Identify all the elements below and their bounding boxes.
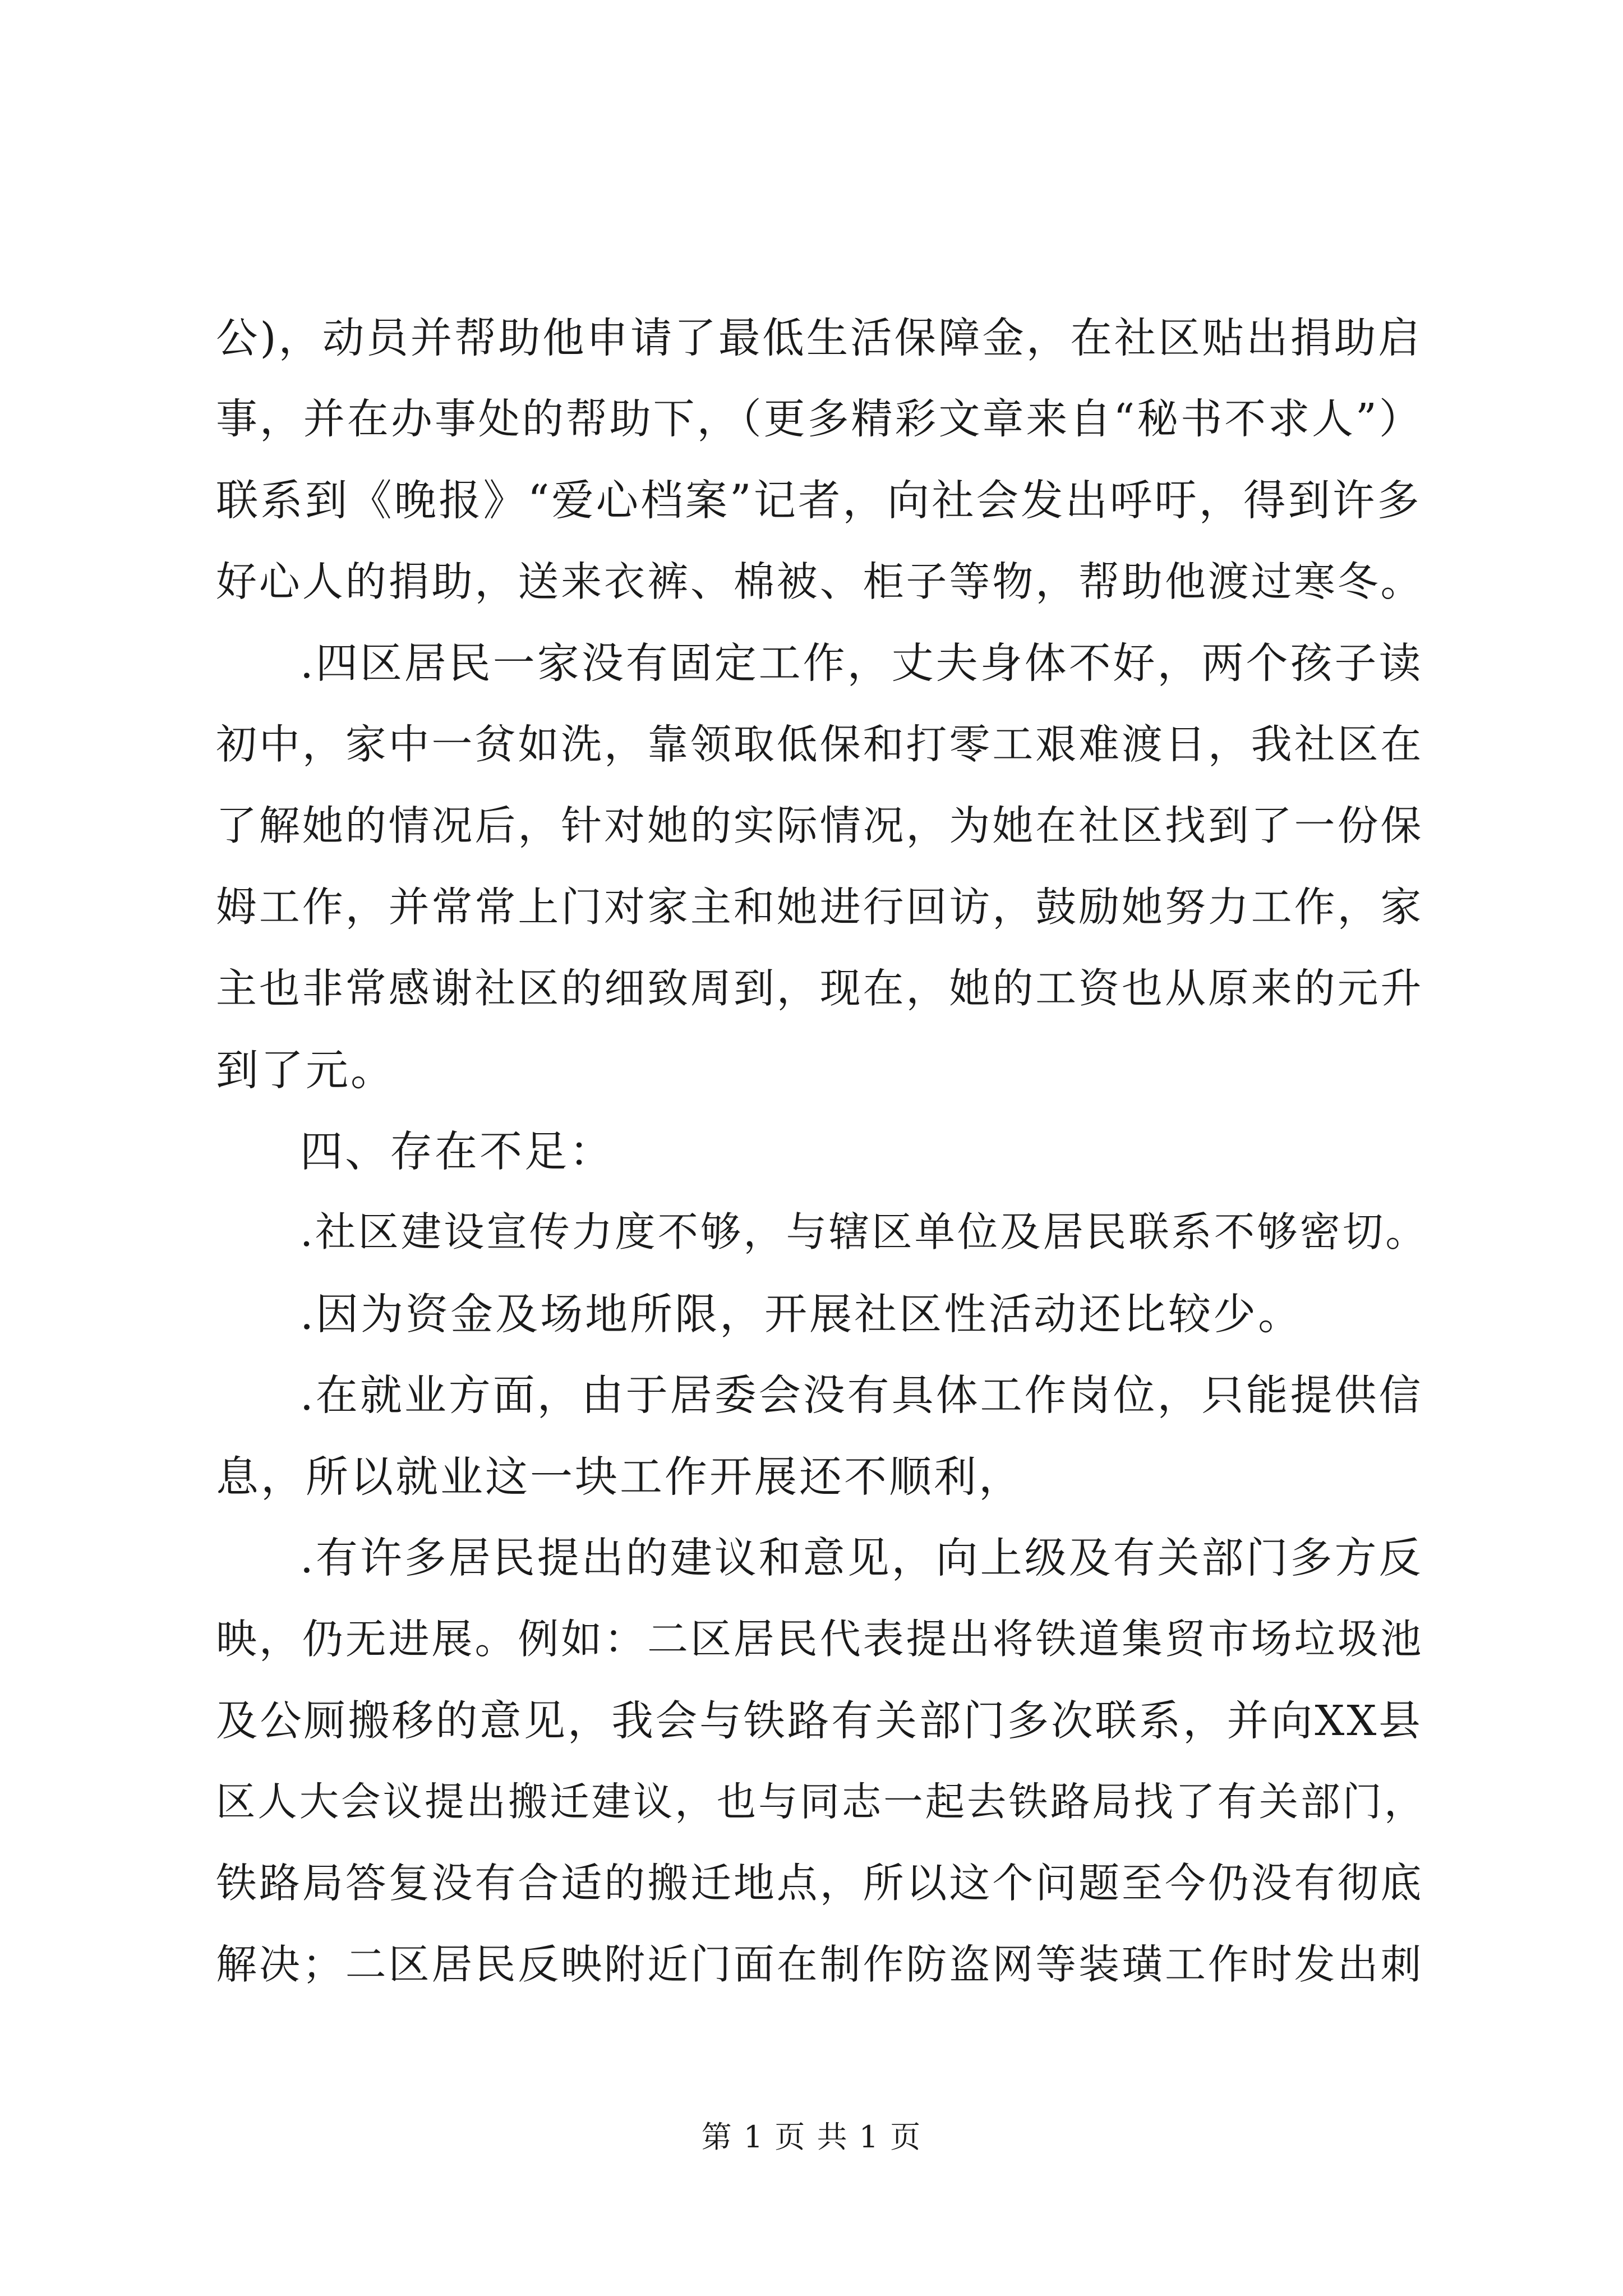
body-line-19: 区人大会议提出搬迁建议，也与同志一起去铁路局找了有关部门， [216,1779,1426,1825]
body-line-20: 铁路局答复没有合适的搬迁地点，所以这个问题至今仍没有彻底 [216,1860,1424,1907]
body-line-4: 好心人的捐助，送来衣裤、棉被、柜子等物，帮助他渡过寒冬。 [216,558,1424,606]
body-line-13: .因为资金及场地所限，开展社区性活动还比较少。 [300,1289,1303,1339]
body-line-16: .有许多居民提出的建议和意见，向上级及有关部门多方反 [300,1533,1423,1582]
body-line-21: 解决；二区居民反映附近门面在制作防盗网等装璜工作时发出刺 [216,1941,1424,1989]
body-line-18: 及公厕搬移的意见，我会与铁路有关部门多次联系，并向XX县 [216,1696,1423,1745]
body-line-7: 了解她的情况后，针对她的实际情况，为她在社区找到了一份保 [216,802,1424,850]
body-line-15: 息，所以就业这一块工作开展还不顺利， [216,1452,1023,1502]
body-line-1: 公)，动员并帮助他申请了最低生活保障金，在社区贴出捐助启 [216,314,1422,362]
body-line-14: .在就业方面，由于居委会没有具体工作岗位，只能提供信 [300,1370,1423,1420]
body-line-17: 映，仍无进展。例如：二区居民代表提出将铁道集贸市场垃圾池 [216,1616,1424,1663]
body-line-5: .四区居民一家没有固定工作，丈夫身体不好，两个孩子读 [300,638,1423,688]
document-body [216,297,1427,2005]
page-footer: 第 1 页 共 1 页 [701,2119,922,2155]
body-line-6: 初中，家中一贫如洗，靠领取低保和打零工艰难渡日，我社区在 [216,721,1424,769]
body-line-10: 到了元。 [216,1045,395,1095]
body-line-12: .社区建设宣传力度不够，与辖区单位及居民联系不够密切。 [300,1209,1428,1256]
body-line-9: 主也非常感谢社区的细致周到，现在，她的工资也从原来的元升 [216,965,1424,1013]
body-line-8: 姆工作，并常常上门对家主和她进行回访，鼓励她努力工作，家 [216,884,1424,931]
body-line-3: 联系到《晚报》“爱心档案”记者，向社会发出呼吁，得到许多 [216,476,1422,525]
body-line-2: 事，并在办事处的帮助下，（更多精彩文章来自“秘书不求人”） [216,395,1423,443]
section-heading: 四、存在不足： [300,1126,614,1176]
